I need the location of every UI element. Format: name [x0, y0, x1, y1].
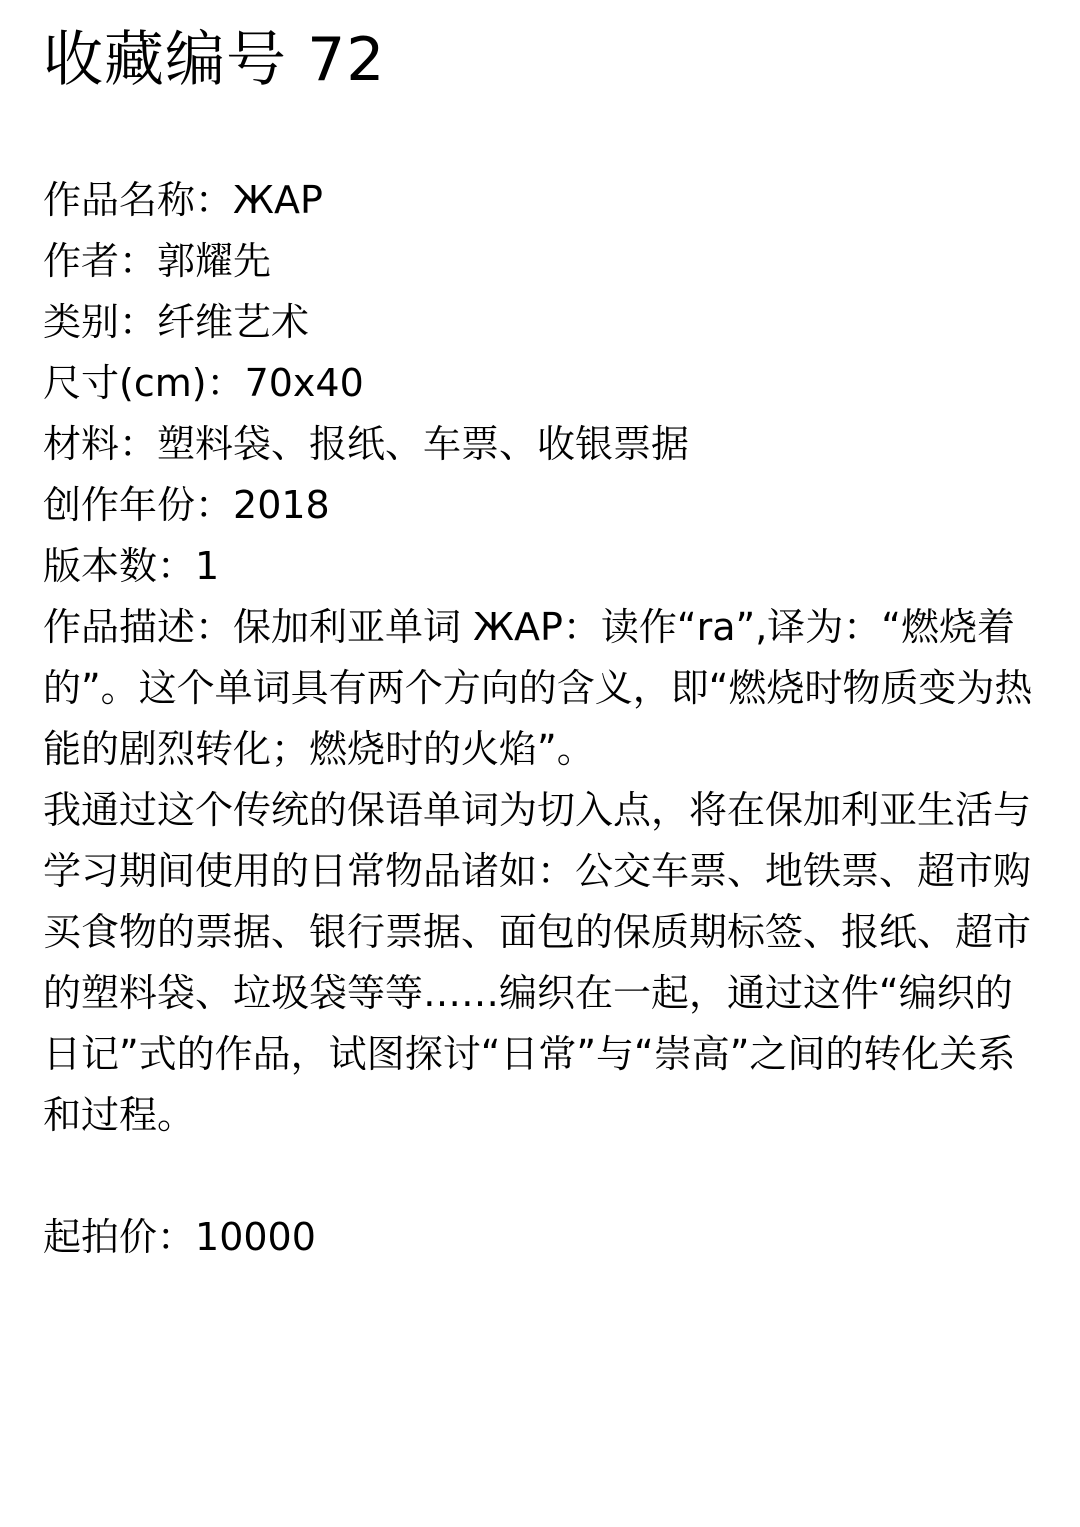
description-label: 作品描述：	[43, 605, 234, 649]
description-paragraph-2: 我通过这个传统的保语单词为切入点，将在保加利亚生活与学习期间使用的日常物品诸如：公交车票、地铁票、超市购买食物的票据、银行票据、面包的保质期标签、报纸、超市的塑料袋、垃圾袋等等……编织在一起，通过这件“编织的日记”式的作品，试图探讨“日常”与“崇高”之间的转化关系和过程。	[43, 788, 1032, 1137]
field-value: 纤维艺术	[157, 300, 310, 344]
price-value: 10000	[195, 1215, 316, 1259]
description-text-1: 保加利亚单词 ЖАР：读作“ra”,译为：“燃烧着的”。这个单词具有两个方向的含义，即“燃烧时物质变为热能的剧烈转化；燃烧时的火焰”。	[43, 605, 1033, 771]
field-label: 作者：	[43, 239, 158, 283]
field-value: 塑料袋、报纸、车票、收银票据	[157, 422, 690, 466]
field-materials	[43, 414, 1036, 475]
field-author	[43, 231, 1036, 292]
field-value: 1	[195, 544, 220, 588]
field-artwork-name	[43, 170, 1036, 231]
field-edition-count	[43, 536, 1036, 597]
artwork-fields	[43, 170, 1036, 1146]
field-value: 郭耀先	[157, 239, 272, 283]
field-value: 2018	[233, 483, 330, 527]
price-label: 起拍价：	[43, 1215, 196, 1259]
collection-number-title: 收藏编号 72	[43, 25, 386, 95]
artwork-description	[43, 597, 1036, 1146]
field-label: 类别：	[43, 300, 158, 344]
field-label: 尺寸(cm)：	[43, 361, 245, 405]
field-label: 创作年份：	[43, 483, 234, 527]
field-label: 材料：	[43, 422, 158, 466]
field-value: ЖАР	[233, 178, 323, 222]
field-value: 70x40	[244, 361, 364, 405]
field-label: 作品名称：	[43, 178, 234, 222]
field-creation-year	[43, 475, 1036, 536]
field-category	[43, 292, 1036, 353]
starting-price	[43, 1207, 1036, 1268]
description-paragraph-1	[43, 597, 1036, 780]
field-label: 版本数：	[43, 544, 196, 588]
field-dimensions	[43, 353, 1036, 414]
